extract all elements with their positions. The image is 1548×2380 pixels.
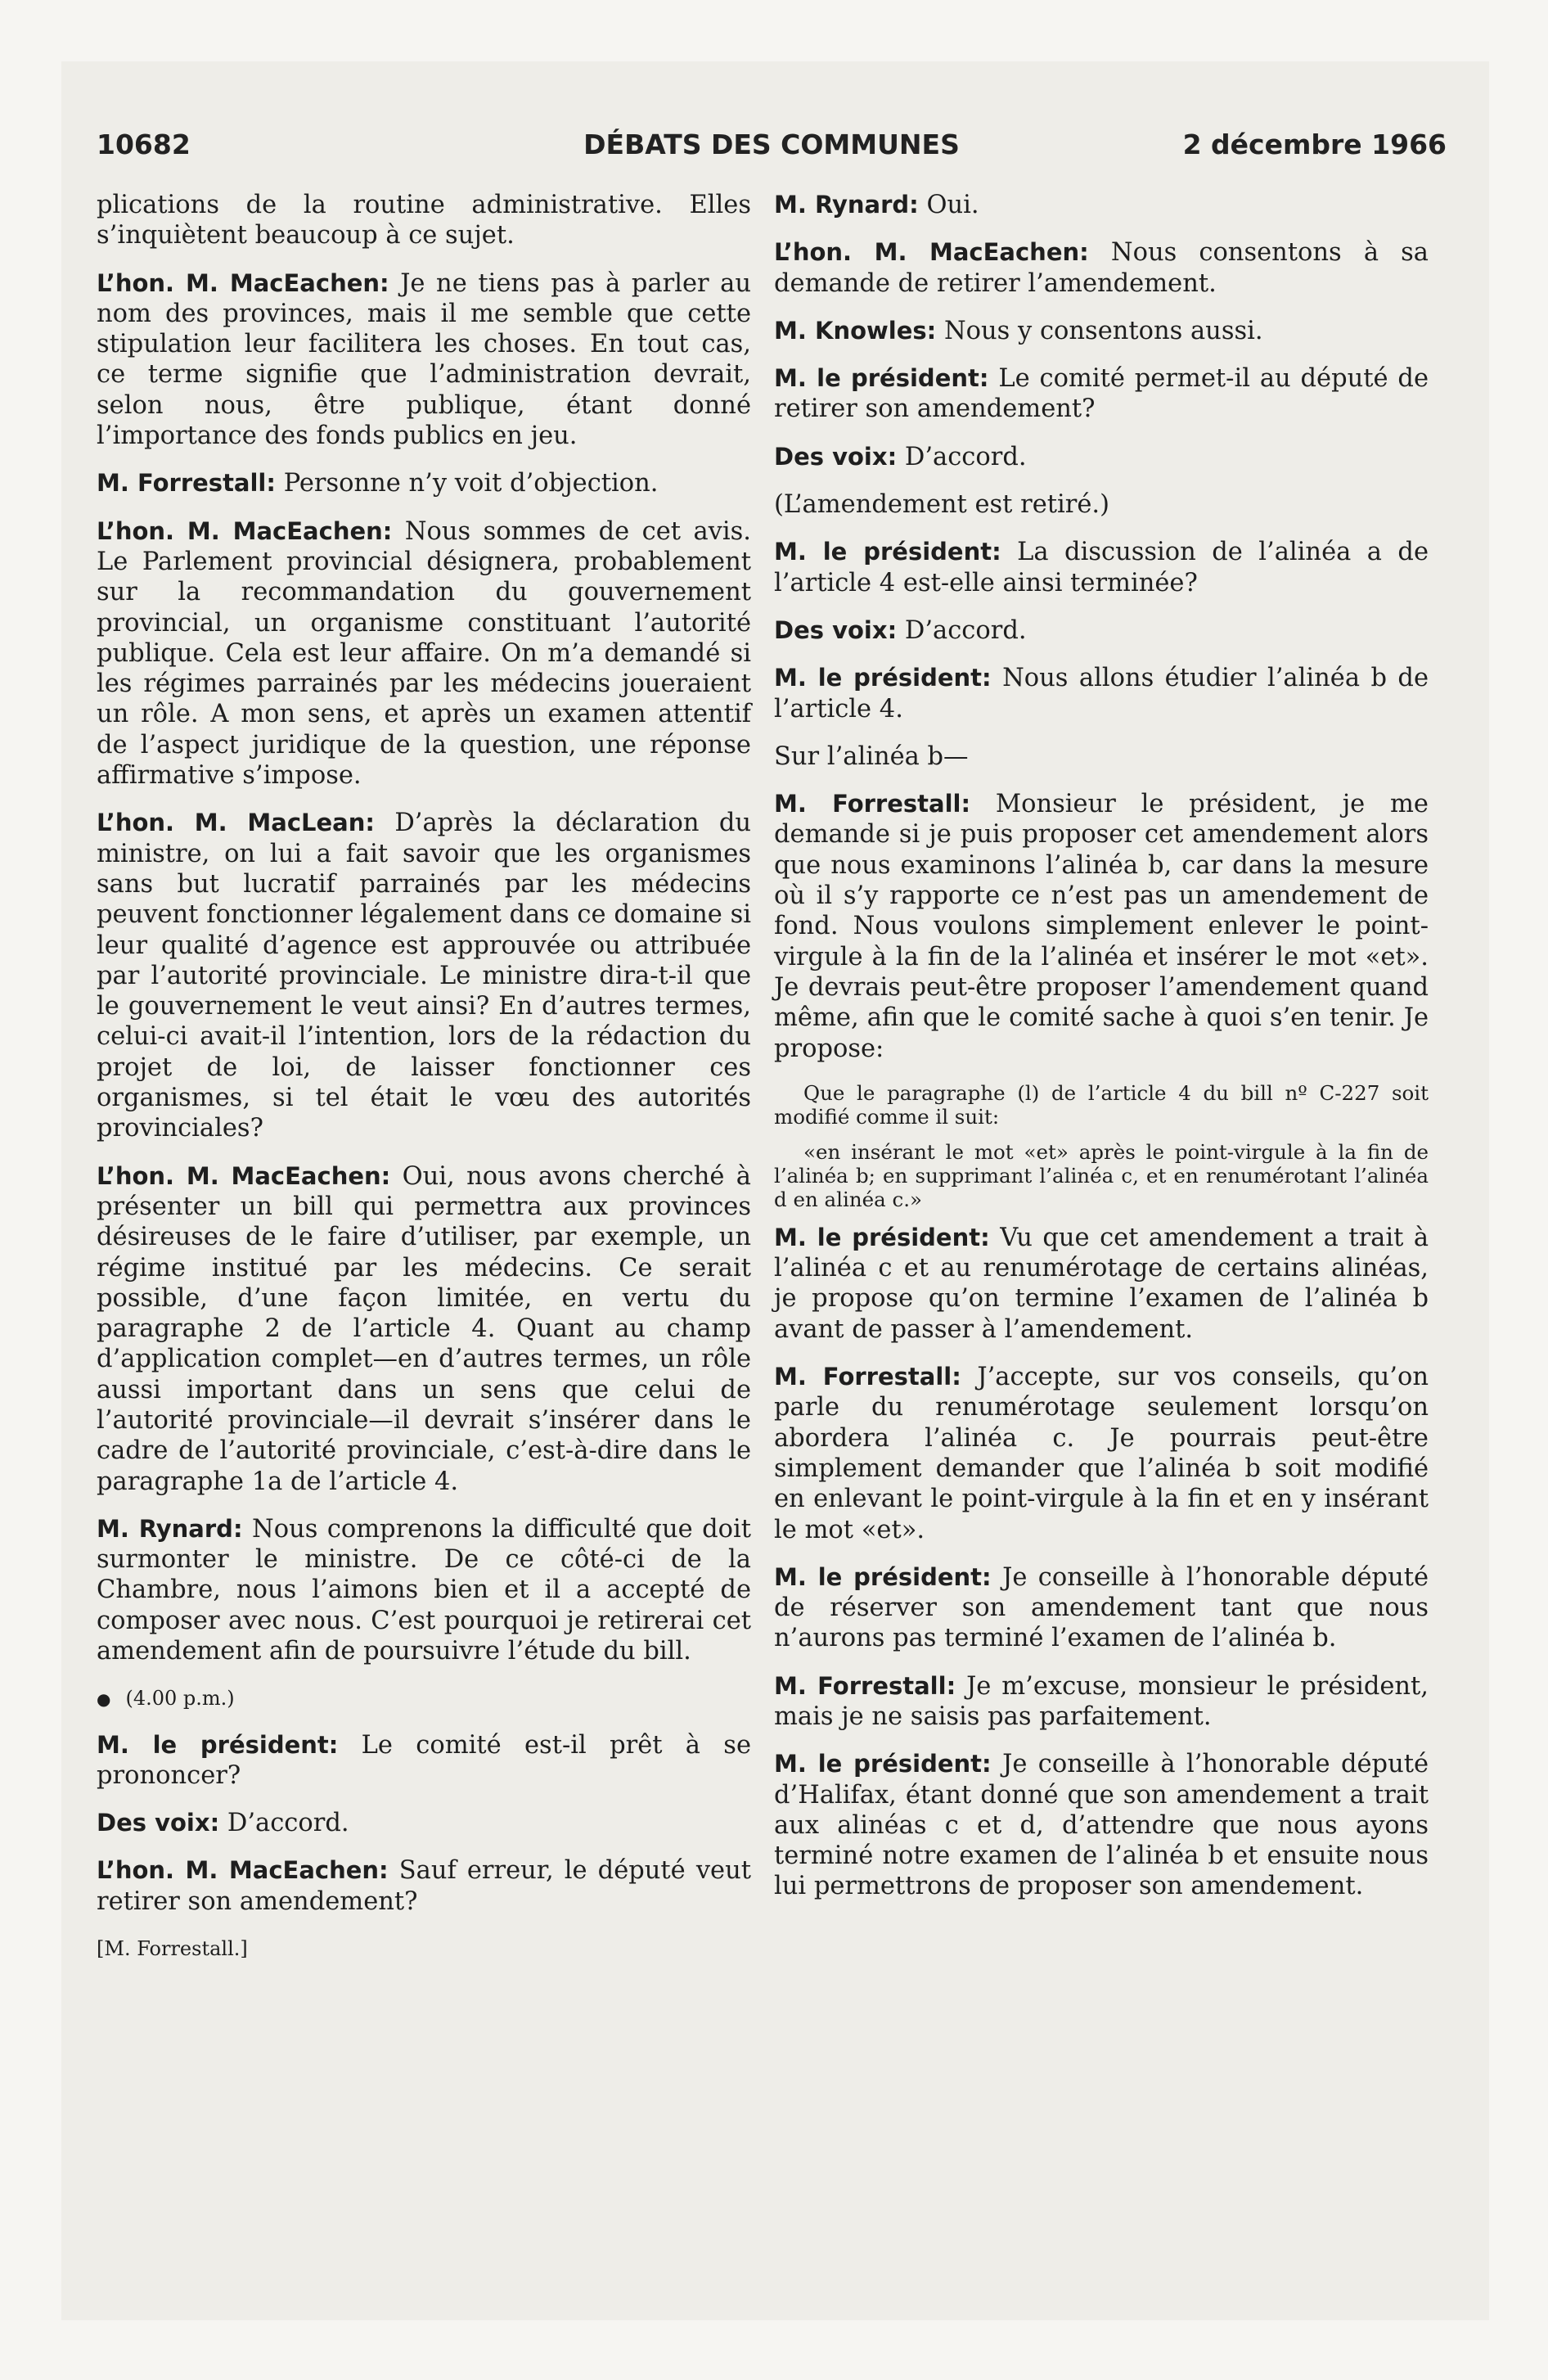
paragraph-text: D’accord. — [904, 442, 1027, 471]
paragraph-text: D’après la déclaration du ministre, on lui a fait savoir que les organismes sans but lucratif parrainés par les médecins peuvent fonctionner légalement dans ce domaine si leur qualité d’agence est approuvée ou attribuée par l’autorité provinciale. Le ministre dira-t-il que le gouvernement le veut ainsi? En d’autres termes, celui-ci avait-il l’intention, lors de la rédaction du projet de loi, de laisser fonctionner ces organismes, si tel était le vœu des autorités provinciales? — [97, 809, 751, 1143]
paragraph-text: Sauf erreur, le député veut retirer son amendement? — [97, 1856, 751, 1916]
paragraph-text: Personne n’y voit d’objection. — [283, 469, 659, 498]
motion-intro: Que le paragraphe (l) de l’article 4 du bill nº C-227 soit modifié comme il suit: — [774, 1080, 1429, 1129]
time-stamp: (4.00 p.m.) — [125, 1687, 235, 1711]
page-header — [97, 119, 1447, 168]
paragraph — [97, 808, 751, 1143]
paragraph — [774, 1362, 1429, 1545]
paragraph — [774, 489, 1429, 520]
paragraph — [774, 537, 1429, 598]
speaker-name: L’hon. M. MacEachen: — [97, 1161, 391, 1190]
page-date: 2 décembre 1966 — [1182, 128, 1447, 160]
speaker-name: L’hon. M. MacEachen: — [97, 516, 393, 545]
paragraph — [97, 190, 751, 251]
paragraph — [774, 789, 1429, 1064]
paragraph-text: J’accepte, sur vos conseils, qu’on parle du renumérotage seulement lorsqu’on abordera l’alinéa c. Je pourrais peut-être simplement demander que l’alinéa b soit modifié en enlevant le point-virgule à la fin et en y insérant le mot «et». — [774, 1363, 1429, 1544]
bracket-note: [M. Forrestall.] — [97, 1936, 248, 1960]
paragraph-text: Nous sommes de cet avis. Le Parlement provincial désignera, probablement sur la recommandation du gouvernement provincial, un organisme constituant l’autorité publique. Cela est leur affaire. On m’a demandé si les régimes parrainés par les médecins joueraient un rôle. A mon sens, et après un examen attentif de l’aspect juridique de la question, une réponse affirmative s’impose. — [97, 516, 751, 791]
paragraph — [774, 1749, 1429, 1901]
speaker-name: M. le président: — [774, 1562, 992, 1591]
paragraph-text: Je ne tiens pas à parler au nom des provinces, mais il me semble que cette stipulation leur facilitera les choses. En tout cas, ce terme signifie que l’administration devrait, selon nous, être publique, étant donné l’importance des fonds publics en jeu. — [97, 268, 751, 451]
paragraph-text: Oui. — [926, 191, 979, 219]
paragraph — [774, 316, 1429, 346]
paragraph-text: Le comité permet-il au député de retirer son amendement? — [774, 364, 1429, 424]
paragraph-text: Sur l’alinéa b— — [774, 741, 969, 771]
paragraph — [774, 363, 1429, 425]
speaker-name: M. Forrestall: — [774, 1671, 956, 1700]
paragraph-text: Nous consentons à sa demande de retirer l’amendement. — [774, 238, 1429, 298]
paragraph — [774, 1223, 1429, 1345]
paragraph-text: Nous allons étudier l’alinéa b de l’article 4. — [774, 664, 1429, 723]
speaker-name: Des voix: — [774, 442, 898, 471]
motion-quote: «en insérant le mot «et» après le point-virgule à la fin de l’alinéa b; en supprimant l’alinéa c, et en renumérotant l’alinéa d en alinéa c.» — [774, 1139, 1429, 1211]
paragraph — [97, 268, 751, 452]
speaker-name: M. Rynard: — [97, 1514, 243, 1543]
speaker-name: M. Rynard: — [774, 191, 919, 219]
paragraph-text: Je m’excuse, monsieur le président, mais je ne saisis pas parfaitement. — [774, 1671, 1429, 1731]
paragraph — [774, 741, 1429, 772]
speaker-name: M. le président: — [774, 664, 992, 692]
speaker-name: Des voix: — [97, 1809, 220, 1837]
paragraph-text: D’accord. — [227, 1809, 349, 1838]
left-column — [97, 190, 751, 1984]
publication-title: DÉBATS DES COMMUNES — [583, 128, 960, 160]
paragraph — [774, 615, 1429, 646]
paragraph — [97, 1514, 751, 1666]
paragraph — [97, 1730, 751, 1792]
paragraph — [97, 1161, 751, 1497]
right-column — [774, 190, 1429, 1919]
paragraph-text: Nous comprenons la difficulté que doit surmonter le ministre. De ce côté-ci de la Chambre, nous l’aimons bien et il a accepté de composer avec nous. C’est pourquoi je retirerai cet amendement afin de poursuivre l’étude du bill. — [97, 1514, 752, 1666]
paragraph — [774, 442, 1429, 472]
paragraph-text: Je conseille à l’honorable député d’Halifax, étant donné que son amendement a trait aux alinéas c et d, d’attendre que nous ayons terminé notre examen de l’alinéa b et ensuite nous lui permettrons de proposer son amendement. — [774, 1750, 1429, 1901]
speaker-name: M. le président: — [774, 1223, 990, 1251]
paragraph — [774, 237, 1429, 299]
paragraph — [97, 1855, 751, 1917]
speaker-name: L’hon. M. MacEachen: — [97, 1856, 389, 1885]
paragraph-text: (L’amendement est retiré.) — [774, 490, 1109, 520]
paragraph-text: Je conseille à l’honorable député de réserver son amendement tant que nous n’aurons pas terminé l’examen de l’alinéa b. — [774, 1562, 1429, 1653]
speaker-name: L’hon. M. MacEachen: — [774, 238, 1089, 267]
bullet-icon: ● — [97, 1689, 111, 1710]
speaker-name: M. Forrestall: — [97, 469, 276, 498]
paragraph-text: Nous y consentons aussi. — [943, 316, 1263, 345]
paragraph-text: Oui, nous avons cherché à présenter un bill qui permettra aux provinces désireuses de le faire d’utiliser, par exemple, un régime institué par les médecins. Ce serait possible, d’une façon limitée, en vertu du paragraphe 2 de l’article 4. Quant au champ d’application complet—en d’autres termes, un rôle aussi important dans un sens que celui de l’autorité provinciale—il devrait s’insérer dans le cadre de l’autorité provinciale, c’est-à-dire dans le paragraphe 1a de l’article 4. — [97, 1161, 751, 1496]
paragraph-text: D’accord. — [904, 615, 1027, 645]
document-page — [97, 119, 1447, 2247]
paragraph — [97, 516, 751, 791]
paragraph-text: Le comité est-il prêt à se prononcer? — [97, 1730, 751, 1790]
time-marker — [97, 1684, 751, 1715]
speaker-name: Des voix: — [774, 615, 898, 644]
speaker-name: M. Forrestall: — [774, 1363, 961, 1391]
paragraph-text: Monsieur le président, je me demande si je puis proposer cet amendement alors que nous examinons l’alinéa b, car dans la mesure où il s’y rapporte ce n’est pas un amendement de fond. Nous voulons simplement enlever le point-virgule à la fin de la l’alinéa et insérer le mot «et». Je devrais peut-être proposer l’amendement quand même, afin que le comité sache à quoi s’en tenir. Je propose: — [774, 790, 1429, 1063]
paragraph-text: plications de la routine administrative. Elles s’inquiètent beaucoup à ce sujet. — [97, 191, 751, 250]
paragraph — [774, 190, 1429, 220]
speaker-name: M. Forrestall: — [774, 790, 971, 818]
paragraph — [774, 663, 1429, 724]
speaker-name: L’hon. M. MacEachen: — [97, 268, 389, 297]
paragraph-text: La discussion de l’alinéa a de l’article 4 est-elle ainsi terminée? — [774, 538, 1429, 597]
paragraph-text: Vu que cet amendement a trait à l’alinéa c et au renumérotage de certains alinéas, je propose qu’on termine l’examen de l’alinéa b avant de passer à l’amendement. — [774, 1223, 1429, 1344]
paragraph — [97, 468, 751, 498]
speaker-name: M. le président: — [774, 364, 989, 393]
speaker-name: M. le président: — [97, 1730, 339, 1759]
speaker-name: M. le président: — [774, 1750, 992, 1778]
paragraph — [774, 1562, 1429, 1654]
page-number: 10682 — [97, 128, 191, 160]
paragraph — [97, 1808, 751, 1838]
paragraph — [774, 1671, 1429, 1733]
speaker-name: M. Knowles: — [774, 316, 937, 345]
speaker-name: L’hon. M. MacLean: — [97, 809, 375, 837]
speaker-name: M. le président: — [774, 538, 1001, 566]
